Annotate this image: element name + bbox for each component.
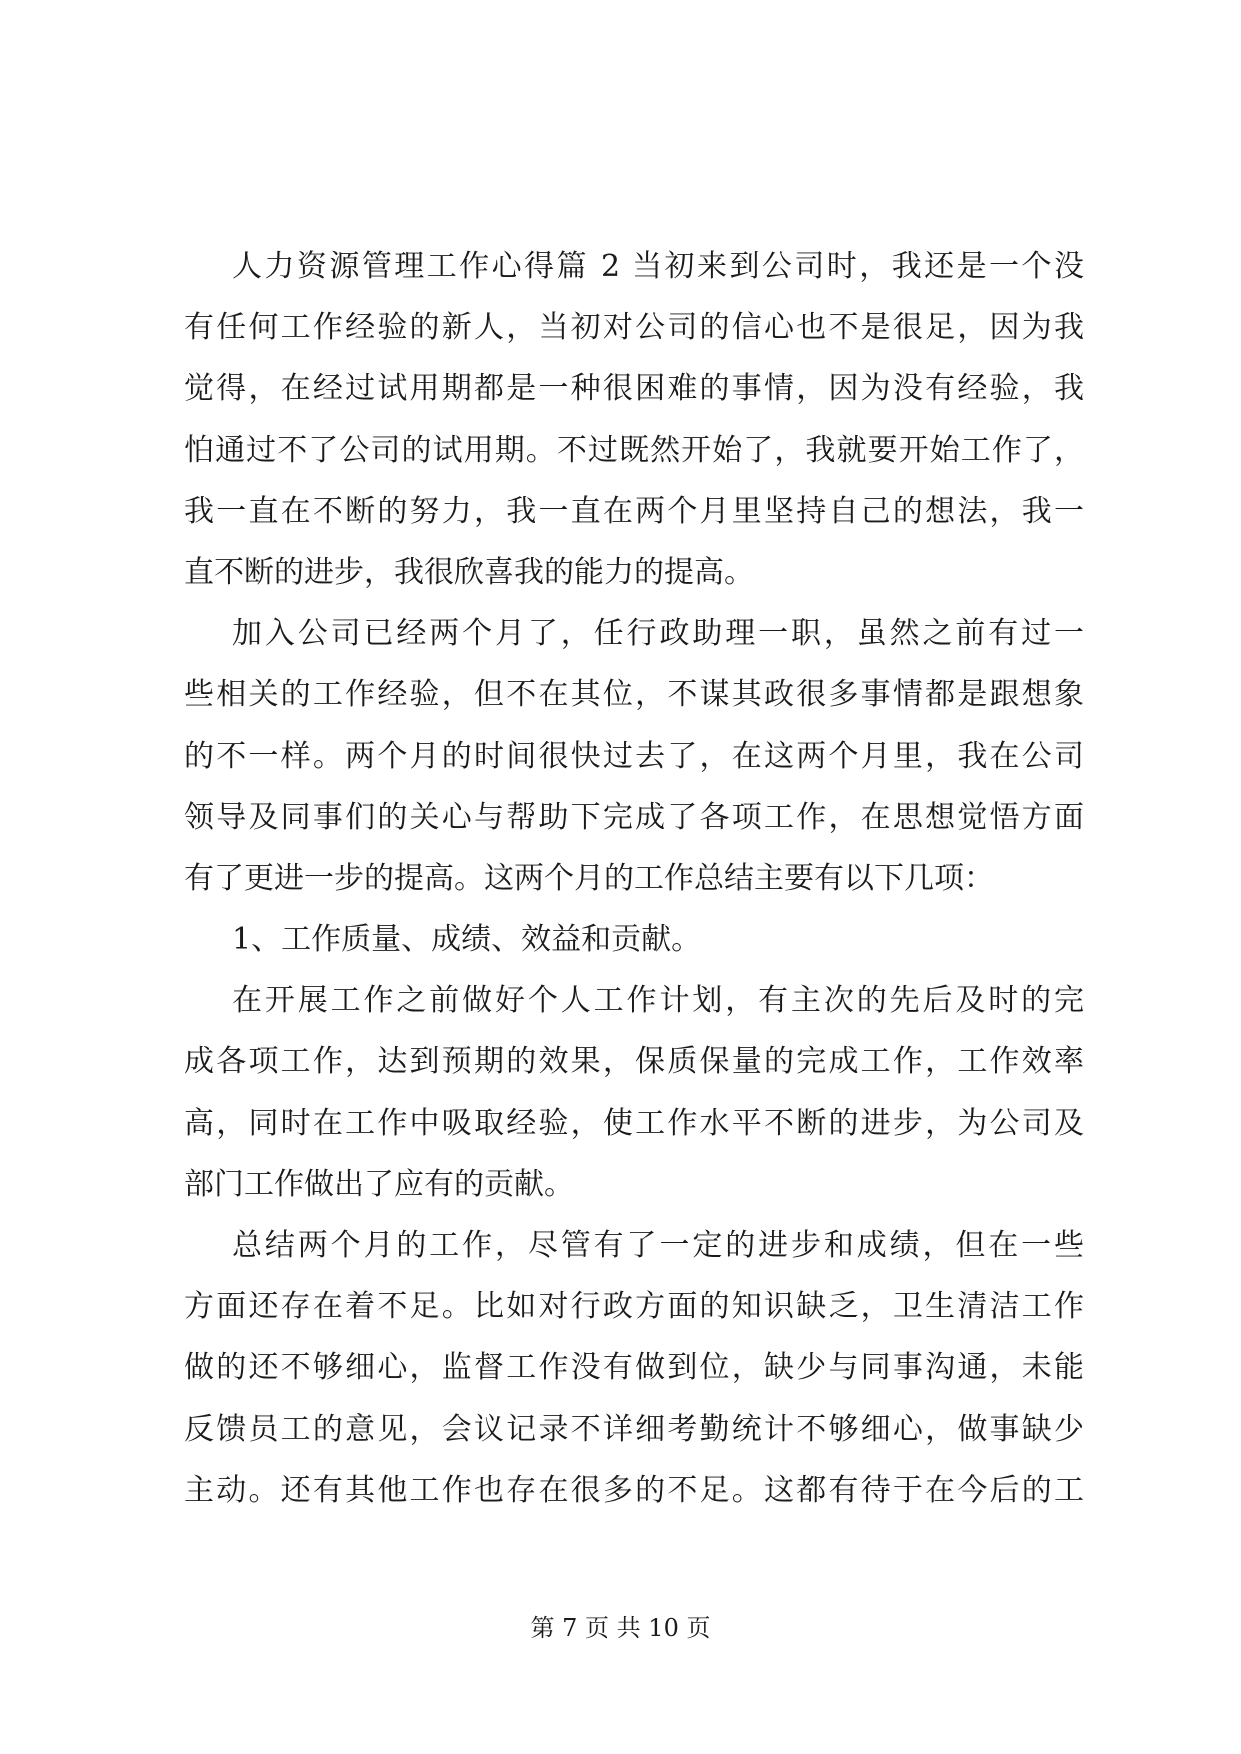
- text-line: 方面还存在着不足。比如对行政方面的知识缺乏，卫生清洁工作: [184, 1289, 1084, 1325]
- text-line: 部门工作做出了应有的贡献。: [184, 1166, 574, 1202]
- text-line: 做的还不够细心，监督工作没有做到位，缺少与同事沟通，未能: [184, 1350, 1084, 1386]
- text-line: 在开展工作之前做好个人工作计划，有主次的先后及时的完: [232, 983, 1084, 1019]
- text-line: 觉得，在经过试用期都是一种很困难的事情，因为没有经验，我: [184, 371, 1084, 407]
- text-line: 怕通过不了公司的试用期。不过既然开始了，我就要开始工作了，: [184, 432, 1084, 468]
- text-line: 总结两个月的工作，尽管有了一定的进步和成绩，但在一些: [232, 1228, 1084, 1263]
- text-line: 反馈员工的意见，会议记录不详细考勤统计不够细心，做事缺少: [184, 1411, 1084, 1447]
- text-line: 有了更进一步的提高。这两个月的工作总结主要有以下几项：: [184, 860, 994, 896]
- page-footer: [0, 1612, 1241, 1644]
- text-line: 加入公司已经两个月了，任行政助理一职，虽然之前有过一: [232, 616, 1084, 652]
- text-line: 有任何工作经验的新人，当初对公司的信心也不是很足，因为我: [184, 310, 1084, 346]
- text-line: 的不一样。两个月的时间很快过去了，在这两个月里，我在公司: [184, 738, 1084, 774]
- document-body: [184, 236, 1084, 1521]
- section-heading: 1、工作质量、成绩、效益和贡献。: [232, 922, 702, 958]
- text-line: 主动。还有其他工作也存在很多的不足。这都有待于在今后的工: [184, 1472, 1084, 1508]
- page-indicator: 第 7 页 共 10 页: [530, 1614, 711, 1642]
- text-line: 领导及同事们的关心与帮助下完成了各项工作，在思想觉悟方面: [184, 799, 1084, 835]
- text-line: 直不断的进步，我很欣喜我的能力的提高。: [184, 554, 754, 590]
- text-line: 我一直在不断的努力，我一直在两个月里坚持自己的想法，我一: [184, 493, 1084, 529]
- text-line: 成各项工作，达到预期的效果，保质保量的完成工作，工作效率: [184, 1044, 1084, 1080]
- text-line: 高，同时在工作中吸取经验，使工作水平不断的进步，为公司及: [184, 1105, 1084, 1141]
- text-line: 人力资源管理工作心得篇 2 当初来到公司时，我还是一个没: [232, 249, 1084, 284]
- text-line: 些相关的工作经验，但不在其位，不谋其政很多事情都是跟想象: [184, 677, 1084, 713]
